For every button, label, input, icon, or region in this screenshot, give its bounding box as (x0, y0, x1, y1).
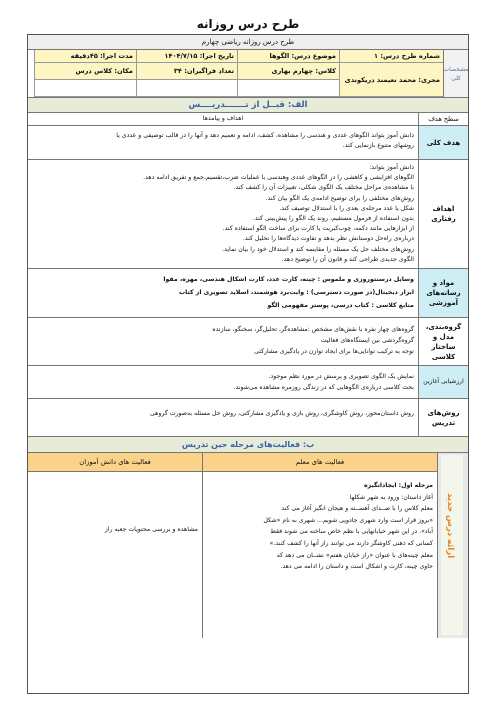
main-goal-row (28, 126, 468, 160)
general-info-label: مشخصات کلی (443, 50, 468, 97)
materials-row (28, 269, 468, 318)
page-title: طرح درس روزانه (196, 17, 300, 31)
class-name: کلاس: چهارم بهاری (237, 63, 339, 80)
plan-number: شماره طرح درس: ۱ (339, 50, 443, 63)
new-lesson-column (437, 453, 468, 638)
main-goal-label: هدف کلی (418, 126, 468, 159)
initial-evaluation-content: نمایش یک الگوی تصویری و پرسش در مورد نظم موجود. بحث کلاسی درباره‌ی الگوهایی که در زندگی روزمره مشاهده می‌شوند. (233, 373, 414, 391)
execution-date: تاریخ اجرا: ۱۴۰۴/۷/۱۵ (136, 50, 237, 63)
main-goal-content: دانش آموز بتواند الگوهای عددی و هندسی را مشاهده، کشف، ادامه و تعمیم دهد و آنها را در قالب توصیفی و عددی یا روشهای متنوع بازنمایی کند. (116, 132, 414, 149)
place: مکان: کلاس درس (34, 63, 136, 80)
lesson-topic: موضوع درس: الگوها (237, 50, 339, 63)
materials-content: وسایل درسنتوروزی و ملموس : چینه، کارت عدد، کارت اشکال هندسی، مهره، مقوا ابزار دیجیتال(در صورت دسترسی) : وایت‌برد هوشمند، اسلاید تصویری از کتاب منابع کلاسی : کتاب درسی، پوستر مفهومی الگو (163, 276, 414, 309)
empty-cell (34, 80, 136, 97)
teacher-activities-content: مرحله اول: ایجادانگیزه آغاز داستان: ورود به شهر شکلها معلم کلاس را با صــدای آهســته و هیجان انگیز آغاز می کند «بروز قرار است وارد شهری جادویی شویم... شهری به نام «شکل آباد». در این شهر خیابانهایی با نظم خاص ساخته می شوند فقط کسانی که ذهنی کاوشگر دارند می توانند راز آنها را کشف کنند.» معلم چینه‌های با عنوان «راز خیابان هفتم» نشــان می دهد که حاوی چینه، کارت و اشکال است و داستان را ادامه می دهد. (263, 482, 433, 571)
lesson-plan-table (27, 34, 469, 694)
section-a-title: الف: قبــل از تـــــــدریــــس (28, 98, 468, 113)
behavioral-goals-row (28, 160, 468, 269)
empty-cell (237, 80, 339, 97)
teacher-activities-header: فعالیت های معلم (203, 453, 437, 472)
duration: مدت اجرا: ۴۵دقیقه (34, 50, 136, 63)
materials-label: مواد و رسانه‌های آموزشی (418, 269, 468, 317)
teaching-methods-label: روش‌های تدریس (418, 399, 468, 436)
teacher-name: مجری: محمد نعیمند دریکوندی (339, 63, 443, 97)
goals-header-row (28, 113, 468, 126)
grouping-label: گروه‌بندی، مدل و ساختار کلاسی (418, 318, 468, 365)
student-activities-content: مشاهده و بررسی محتویات جعبه راز (104, 526, 198, 534)
section-b-title: ب: فعالیت‌های مرحله حین تدریس (28, 437, 468, 453)
empty-cell (136, 80, 237, 97)
behavioral-goals-content: دانش آموز بتواند: الگوهای افزایشی و کاهشی را در الگوهای عددی وهندسی با عملیات ضرب،تقسیم،جمع و تفریق ادامه دهد. با مشاهده‌ی مراحل مختلف یک الگوی شکلی، تغییرات آن را کشف کند. روش‌های مختلفی را برای توضیح ادامه‌ی یک الگو بیان کند. شکل یا عدد مرحله‌ی بعدی را با استدلال توصیف کند. بدون استفاده از فرمول مستقیم، روند یک الگو را پیش‌بینی کند. از ابزارهایی مانند دکمه، چوب‌کبریت یا کارت برای ساخت الگو استفاده کند. درباره‌ی راه‌حل دوستانش نظر بدهد و تفاوت دیدگاه‌ها را تحلیل کند. روش‌های مختلف حل یک مسئله را مقایسه کند و استدلال خود را بیان نماید. الگوی جدیدی طراحی کند و قانون آن را توضیح دهد. (143, 164, 414, 263)
plan-subtitle: طرح درس روزانه ریاضی چهارم (28, 35, 468, 50)
teacher-activities-column (202, 453, 437, 638)
teaching-methods-row (28, 399, 468, 437)
student-activities-header: فعالیت های دانش آموزان (28, 453, 202, 472)
new-lesson-label: ارائه درس جدید (445, 493, 455, 559)
initial-evaluation-row (28, 366, 468, 399)
goals-outcomes-label: اهداف و پیامدها (202, 115, 244, 122)
grouping-content: گروه‌های چهار نفره با نقش‌های مشخص :مشاهده‌گر، تحلیل‌گر، سخنگو، سازنده گروه‌گردشی بین ایستگاه‌های فعالیت توجه به ترکیب توانایی‌ها برای ایجاد توازن در یادگیری مشارکتی (212, 326, 414, 355)
student-activities-column (28, 453, 202, 638)
student-count: تعداد فراگیران: ۳۴ (136, 63, 237, 80)
activities-table (28, 453, 468, 638)
goal-level-label: سطح هدف (418, 113, 468, 125)
teaching-methods-content: روش داستان‌محور، روش کاوشگری، روش بازی و یادگیری مشارکتی، روش حل مسئله به‌صورت گروهی (150, 410, 414, 417)
grouping-row (28, 318, 468, 366)
lesson-plan-page (27, 14, 469, 694)
behavioral-goals-label: اهداف رفتاری (418, 160, 468, 268)
initial-evaluation-label: ارزشیابی آغازین (418, 366, 468, 398)
general-info (28, 50, 468, 98)
